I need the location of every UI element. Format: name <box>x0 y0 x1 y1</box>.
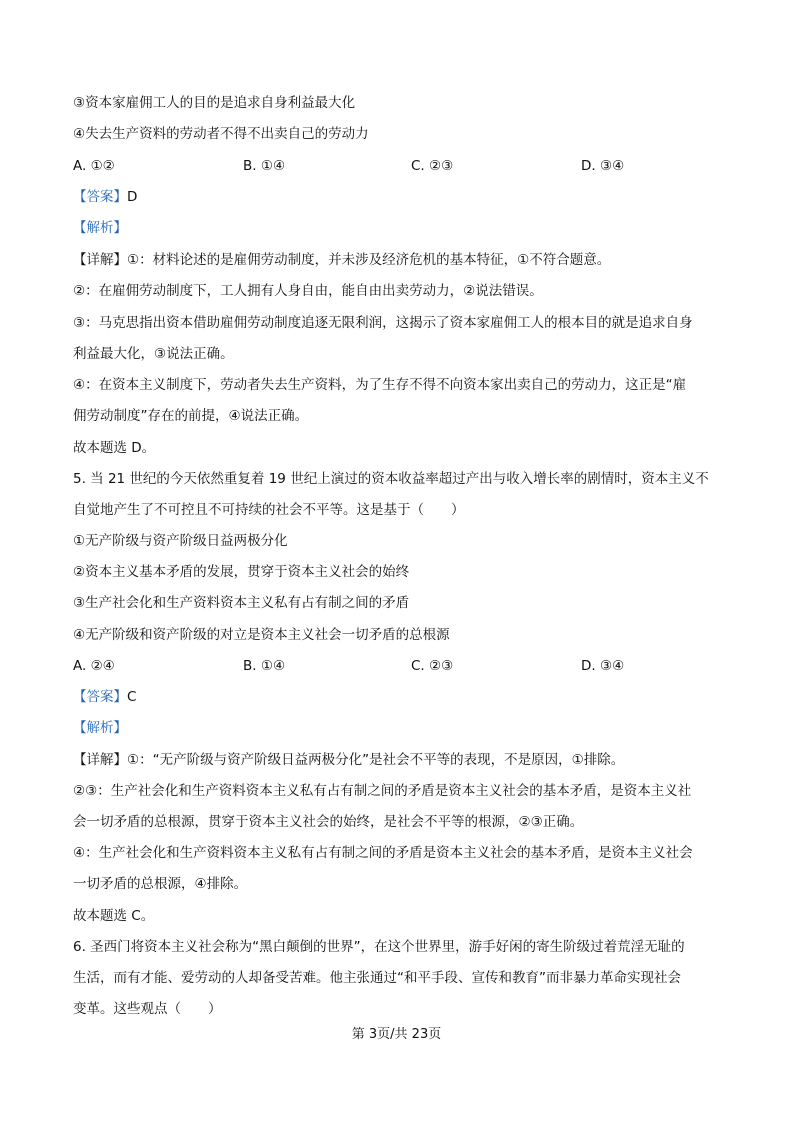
option-b: B. ①④ <box>243 158 286 174</box>
question-stem: 6. 圣西门将资本主义社会称为“黑白颠倒的世界”，在这个世界里，游手好闲的寄生阶级过着荒淫无耻的 <box>73 939 685 955</box>
question-stem: 变革。这些观点（ ） <box>73 1001 222 1017</box>
statement-3: ③资本家雇佣工人的目的是追求自身利益最大化 <box>73 95 356 111</box>
detail-line: 佣劳动制度”存在的前提，④说法正确。 <box>73 408 309 424</box>
detail-line: 利益最大化，③说法正确。 <box>73 346 234 362</box>
analysis-tag: 【解析】 <box>73 220 127 236</box>
detail-line: ②③：生产社会化和生产资料资本主义私有占有制之间的矛盾是资本主义社会的基本矛盾，是资本主义社 <box>73 783 692 799</box>
option-a: A. ①② <box>73 158 115 174</box>
detail-tag: 【详解】 <box>73 252 127 268</box>
question-stem: 自觉地产生了不可控且不可持续的社会不平等。这是基于（ ） <box>73 502 465 518</box>
detail-line: ②：在雇佣劳动制度下，工人拥有人身自由，能自由出卖劳动力，②说法错误。 <box>73 283 543 299</box>
statement-4: ④失去生产资料的劳动者不得不出卖自己的劳动力 <box>73 126 369 142</box>
detail-line: ③：马克思指出资本借助雇佣劳动制度追逐无限利润，这揭示了资本家雇佣工人的根本目的就是追求自身 <box>73 315 693 331</box>
detail-text: ①：材料论述的是雇佣劳动制度，并未涉及经济危机的基本特征，①不符合题意。 <box>127 252 611 268</box>
detail-line: 会一切矛盾的总根源，贯穿于资本主义社会的始终，是社会不平等的根源，②③正确。 <box>73 814 584 830</box>
statement-3: ③生产社会化和生产资料资本主义私有占有制之间的矛盾 <box>73 595 410 611</box>
statement-2: ②资本主义基本矛盾的发展，贯穿于资本主义社会的始终 <box>73 564 410 580</box>
detail-line: ④：生产社会化和生产资料资本主义私有占有制之间的矛盾是资本主义社会的基本矛盾，是资本主义社会 <box>73 845 693 861</box>
statement-1: ①无产阶级与资产阶级日益两极分化 <box>73 533 288 549</box>
detail-tag: 【详解】 <box>73 752 127 768</box>
detail-line <box>73 250 610 270</box>
answer-line <box>73 687 136 707</box>
detail-text: ①：“无产阶级与资产阶级日益两极分化”是社会不平等的表现，不是原因，①排除。 <box>127 752 625 768</box>
option-c: C. ②③ <box>411 158 454 174</box>
answer-tag: 【答案】 <box>73 189 127 205</box>
question-stem: 生活，而有才能、爱劳动的人却备受苦难。他主张通过“和平手段、宣传和教育”而非暴力革命实现社会 <box>73 970 681 986</box>
answer-line <box>73 187 137 207</box>
option-c: C. ②③ <box>411 658 454 674</box>
answer-tag: 【答案】 <box>73 689 127 705</box>
answer-value: D <box>127 189 138 205</box>
detail-line: 一切矛盾的总根源，④排除。 <box>73 876 248 892</box>
page-footer: 第 3页/共 23页 <box>351 1027 442 1042</box>
detail-line: ④：在资本主义制度下，劳动者失去生产资料，为了生存不得不向资本家出卖自己的劳动力，这正是“雇 <box>73 377 687 393</box>
statement-4: ④无产阶级和资产阶级的对立是资本主义社会一切矛盾的总根源 <box>73 627 450 643</box>
answer-value: C <box>127 689 137 705</box>
option-d: D. ③④ <box>581 158 625 174</box>
conclusion: 故本题选 C。 <box>73 908 155 924</box>
option-d: D. ③④ <box>581 658 625 674</box>
analysis-tag: 【解析】 <box>73 720 127 736</box>
question-stem: 5. 当 21 世纪的今天依然重复着 19 世纪上演过的资本收益率超过产出与收入增长率的剧情时，资本主义不 <box>73 471 709 487</box>
option-b: B. ①④ <box>243 658 286 674</box>
option-a: A. ②④ <box>73 658 115 674</box>
detail-line <box>73 750 624 770</box>
conclusion: 故本题选 D。 <box>73 440 156 456</box>
